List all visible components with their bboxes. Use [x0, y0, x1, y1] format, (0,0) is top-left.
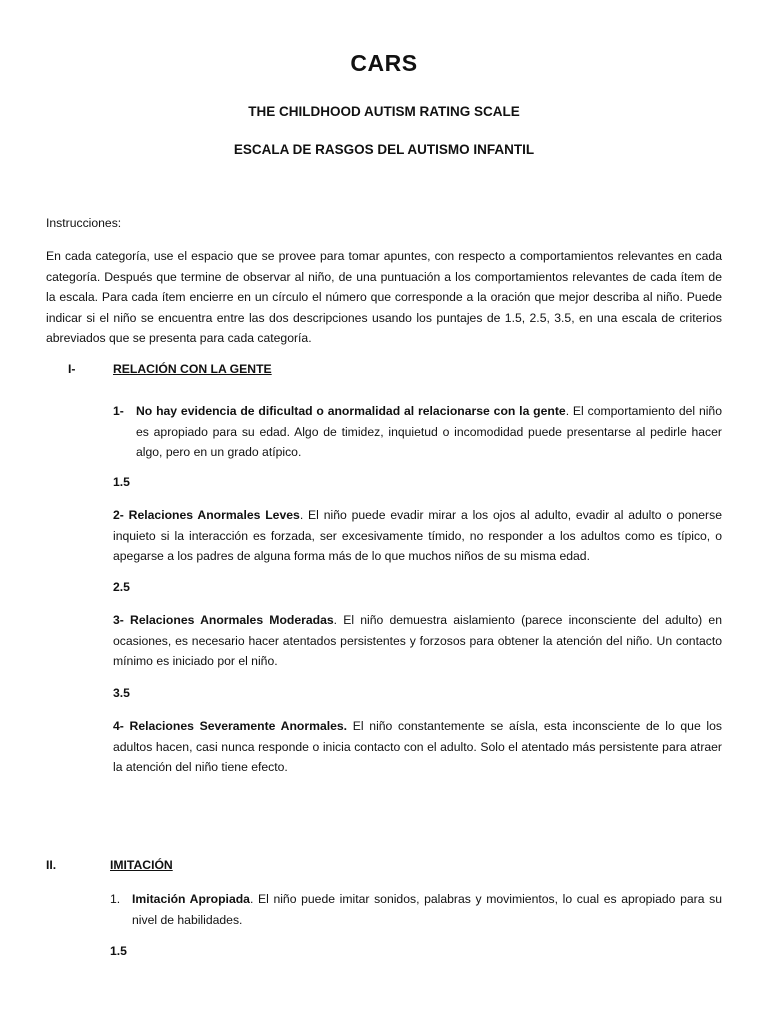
section-1-item-3-text: . El niño demuestra aislamiento (parece inconsciente del adulto) en ocasiones, es necesario hacer atentados persistentes y forzosos para obtener la atención del niño. Un contacto mínimo es iniciado por el niño. — [113, 613, 722, 668]
section-2-item-1-body — [110, 889, 722, 930]
section-2-item-1 — [110, 889, 722, 930]
section-2-title: IMITACIÓN — [110, 858, 173, 872]
section-2-score-1-5: 1.5 — [110, 944, 127, 958]
section-1-score-2-5: 2.5 — [113, 580, 130, 594]
section-2-item-1-text: . El niño puede imitar sonidos, palabras y movimientos, lo cual es apropiado para su nivel de habilidades. — [132, 892, 722, 927]
section-1-item-2-text: . El niño puede evadir mirar a los ojos al adulto, evadir al adulto o ponerse inquieto si la interacción es forzada, ser excesivamente tímido, no responder a los adultos como es típico, o apegarse a los padres de alguna forma más de lo que muchos niños de su misma edad. — [113, 508, 722, 563]
section-1-item-2 — [113, 505, 722, 567]
section-1-item-1-number: 1- — [113, 404, 124, 418]
document-subtitle-spanish: ESCALA DE RASGOS DEL AUTISMO INFANTIL — [233, 142, 535, 157]
instructions-paragraph: En cada categoría, use el espacio que se provee para tomar apuntes, con respecto a comportamientos relevantes en cada categoría. Después que termine de observar al niño, de una puntuación a los comportamientos relevantes de cada ítem de la escala. Para cada ítem encierre en un círculo el número que corresponde a la oración que mejor describa al niño. Puede indicar si el niño se encuentra entre las dos descripciones usando los puntajes de 1.5, 2.5, 3.5, en una escala de criterios abreviados que se presenta para cada categoría. — [46, 249, 722, 345]
section-1-item-4-heading: 4- Relaciones Severamente Anormales. — [113, 719, 348, 733]
section-1-item-2-heading: 2- Relaciones Anormales Leves — [113, 508, 300, 522]
section-1-title: RELACIÓN CON LA GENTE — [113, 362, 272, 376]
section-1-item-1 — [113, 401, 722, 463]
section-1-item-4 — [113, 716, 722, 778]
section-2-item-1-number: 1. — [110, 892, 121, 906]
section-1-item-1-text: . El comportamiento del niño es apropiado para su edad. Algo de timidez, inquietud o incomodidad puede presentarse al pedirle hacer algo, pero en un grado atípico. — [136, 404, 722, 459]
section-1-item-3 — [113, 610, 722, 672]
section-1-item-3-heading: 3- Relaciones Anormales Moderadas — [113, 613, 334, 627]
section-1-number: I- — [68, 362, 76, 376]
section-1-item-1-body — [113, 401, 722, 463]
section-1-score-1-5: 1.5 — [113, 475, 130, 489]
section-1-item-4-text: El niño constantemente se aísla, esta inconsciente de lo que los adultos hacen, casi nunca responde o inicia contacto con el adulto. Solo el atentado más persistente para atraer la atención del niño tiene efecto. — [113, 719, 723, 774]
section-1-score-3-5: 3.5 — [113, 686, 130, 700]
section-1-item-1-heading: No hay evidencia de dificultad o anormalidad al relacionarse con la gente — [136, 404, 566, 418]
document-subtitle-english: THE CHILDHOOD AUTISM RATING SCALE — [248, 104, 520, 119]
document-title: CARS — [350, 50, 418, 76]
section-2-item-1-heading: Imitación Apropiada — [132, 892, 250, 906]
instructions-label: Instrucciones: — [46, 216, 122, 230]
section-2-number: II. — [46, 858, 57, 872]
